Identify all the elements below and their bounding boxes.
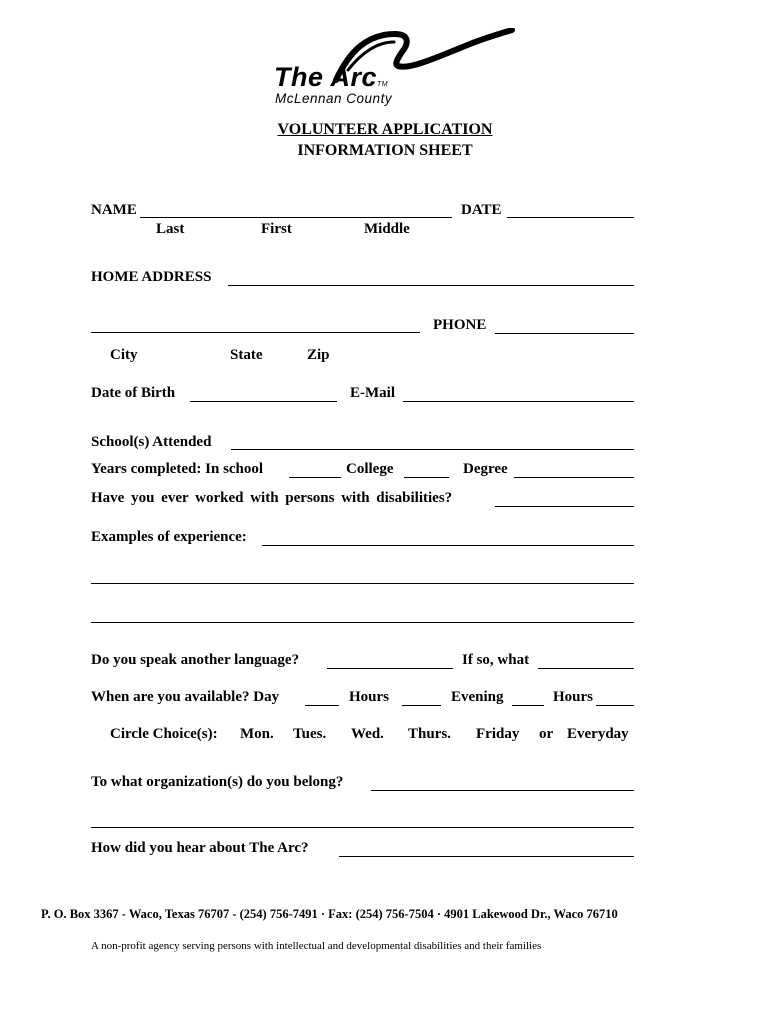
language-field[interactable] xyxy=(327,668,453,669)
zip-label: Zip xyxy=(307,347,330,363)
experience-label: Examples of experience: xyxy=(91,529,247,545)
home-address-label: HOME ADDRESS xyxy=(91,269,212,285)
hear-label: How did you hear about The Arc? xyxy=(91,840,309,856)
logo-subtitle: McLennan County xyxy=(275,91,393,106)
form-subtitle: INFORMATION SHEET xyxy=(297,142,473,159)
organization-field-1[interactable] xyxy=(371,790,634,791)
day-option-thurs[interactable]: Thurs. xyxy=(408,726,451,742)
in-school-field[interactable] xyxy=(289,477,341,478)
schools-field[interactable] xyxy=(231,449,634,450)
organization-label: To what organization(s) do you belong? xyxy=(91,774,344,790)
day-option-or: or xyxy=(539,726,554,742)
name-label: NAME xyxy=(91,202,137,218)
phone-label: PHONE xyxy=(433,317,487,333)
day-option-friday[interactable]: Friday xyxy=(476,726,520,742)
dob-label: Date of Birth xyxy=(91,385,176,401)
date-label: DATE xyxy=(461,202,502,218)
city-state-zip-field[interactable] xyxy=(91,332,420,333)
evening-hours-field[interactable] xyxy=(596,705,634,706)
email-label: E-Mail xyxy=(350,385,395,401)
name-last-label: Last xyxy=(156,221,185,237)
footer-note: A non-profit agency serving persons with intellectual and developmental disabilities and their families xyxy=(91,940,542,952)
schools-label: School(s) Attended xyxy=(91,434,212,450)
name-field[interactable] xyxy=(140,217,452,218)
experience-field-1[interactable] xyxy=(262,545,634,546)
footer-address: P. O. Box 3367 - Waco, Texas 76707 - (254) 756-7491 · Fax: (254) 756-7504 · 4901 Lakewood Dr., Waco 76710 xyxy=(41,907,618,921)
state-label: State xyxy=(230,347,263,363)
language-label: Do you speak another language? xyxy=(91,652,300,668)
day-option-mon[interactable]: Mon. xyxy=(240,726,274,742)
day-option-wed[interactable]: Wed. xyxy=(351,726,384,742)
name-first-label: First xyxy=(261,221,292,237)
day-option-tues[interactable]: Tues. xyxy=(293,726,327,742)
available-label: When are you available? Day xyxy=(91,689,280,705)
day-hours-field[interactable] xyxy=(402,705,441,706)
hours-label-1: Hours xyxy=(349,689,390,705)
college-field[interactable] xyxy=(404,477,449,478)
disabilities-field[interactable] xyxy=(495,506,634,507)
logo-wordmark: The ArcTM xyxy=(274,62,389,92)
phone-field[interactable] xyxy=(495,333,634,334)
experience-field-3[interactable] xyxy=(91,622,634,623)
evening-field[interactable] xyxy=(512,705,544,706)
hear-field[interactable] xyxy=(339,856,634,857)
circle-choice-label: Circle Choice(s): xyxy=(110,726,218,742)
organization-field-2[interactable] xyxy=(91,827,634,828)
evening-label: Evening xyxy=(451,689,504,705)
degree-field[interactable] xyxy=(514,477,634,478)
day-field[interactable] xyxy=(305,705,339,706)
dob-field[interactable] xyxy=(190,401,337,402)
years-label: Years completed: In school xyxy=(91,461,264,477)
disabilities-label: Have you ever worked with persons with disabilities? xyxy=(91,490,453,506)
college-label: College xyxy=(346,461,394,477)
city-label: City xyxy=(110,347,138,363)
experience-field-2[interactable] xyxy=(91,583,634,584)
hours-label-2: Hours xyxy=(553,689,594,705)
home-address-field[interactable] xyxy=(228,285,634,286)
degree-label: Degree xyxy=(463,461,508,477)
logo-trademark: TM xyxy=(377,81,389,88)
email-field[interactable] xyxy=(403,401,634,402)
form-title: VOLUNTEER APPLICATION xyxy=(277,121,493,138)
ifso-label: If so, what xyxy=(462,652,530,668)
day-option-everyday[interactable]: Everyday xyxy=(567,726,629,742)
date-field[interactable] xyxy=(507,217,634,218)
ifso-field[interactable] xyxy=(538,668,634,669)
name-middle-label: Middle xyxy=(364,221,410,237)
